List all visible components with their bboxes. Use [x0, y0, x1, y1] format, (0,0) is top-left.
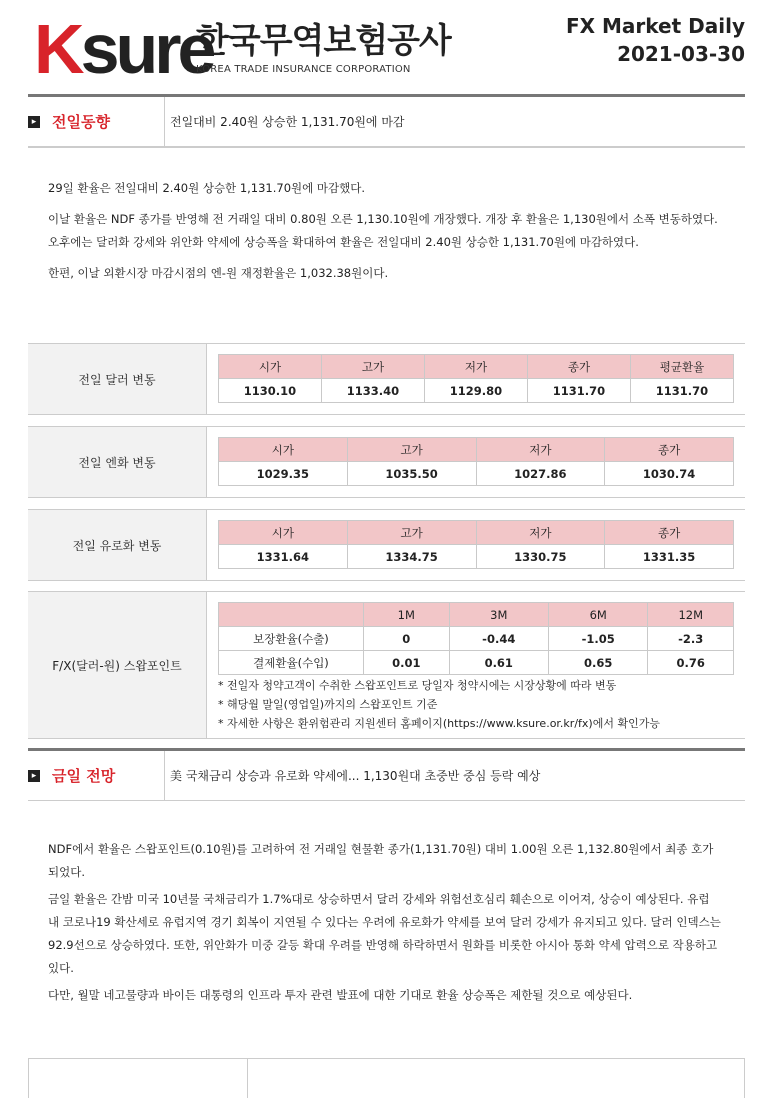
swap-value: 0.01	[364, 651, 450, 675]
usd-value: 1131.70	[528, 379, 631, 403]
arrow-box-icon: ▸	[28, 116, 40, 128]
swap-value: 0.76	[648, 651, 734, 675]
usd-value: 1131.70	[631, 379, 734, 403]
prev-day-paragraph: 이날 환율은 NDF 종가를 반영해 전 거래일 대비 0.80원 오른 1,130.10원에 개장했다. 개장 후 환율은 1,130원에서 소폭 변동하였다. 오후에는 달러화 강세와 위안화 약세에 상승폭을 확대하여 환율은 전일대비 2.40원 상승한 1,131.70원에 마감하였다.	[48, 212, 718, 249]
today-label	[28, 751, 165, 800]
swap-value: -0.44	[449, 627, 548, 651]
prev-day-summary: 전일대비 2.40원 상승한 1,131.70원에 마감	[170, 115, 405, 129]
today-summary: 美 국채금리 상승과 유로화 약세에... 1,130원대 초중반 중심 등락 예상	[170, 769, 541, 783]
today-paragraph: 다만, 월말 네고물량과 바이든 대통령의 인프라 투자 관련 발표에 대한 기대로 환율 상승폭은 제한될 것으로 예상된다.	[48, 988, 633, 1002]
logo-english-name: KOREA TRADE INSURANCE CORPORATION	[196, 64, 411, 75]
prev-day-label	[28, 97, 165, 146]
eur-table	[218, 520, 734, 569]
eur-label: 전일 유로화 변동	[72, 538, 162, 553]
usd-label: 전일 달러 변동	[78, 372, 156, 387]
eur-header: 저가	[476, 521, 605, 545]
jpy-value: 1029.35	[219, 462, 348, 486]
jpy-value: 1027.86	[476, 462, 605, 486]
prev-day-paragraph: 한편, 이날 외환시장 마감시점의 엔-원 재정환율은 1,032.38원이다.	[48, 266, 389, 280]
swap-notes	[218, 676, 660, 733]
swap-row-label: 보장환율(수출)	[219, 627, 364, 651]
today-paragraph: NDF에서 환율은 스왑포인트(0.10원)를 고려하여 전 거래일 현물환 종가(1,131.70원) 대비 1.00원 오른 1,132.80원에서 최종 호가 되었다.	[48, 842, 714, 879]
swap-value: -2.3	[648, 627, 734, 651]
usd-header: 시가	[219, 355, 322, 379]
usd-header: 종가	[528, 355, 631, 379]
eur-header: 고가	[347, 521, 476, 545]
swap-row-label: 결제환율(수입)	[219, 651, 364, 675]
swap-value: 0	[364, 627, 450, 651]
next-table-edge	[28, 1058, 745, 1098]
swap-value: 0.61	[449, 651, 548, 675]
usd-value: 1129.80	[425, 379, 528, 403]
jpy-label: 전일 엔화 변동	[78, 455, 156, 470]
swap-header: 12M	[648, 603, 734, 627]
usd-value: 1133.40	[322, 379, 425, 403]
usd-header: 평균환율	[631, 355, 734, 379]
today-section-bar	[28, 751, 745, 801]
jpy-header: 고가	[347, 438, 476, 462]
swap-note: * 전일자 청약고객이 수취한 스왑포인트로 당일자 청약시에는 시장상황에 따라 변동	[218, 679, 617, 692]
logo-k: K	[34, 10, 81, 88]
eur-value: 1331.35	[605, 545, 734, 569]
divider	[28, 147, 745, 148]
swap-header	[219, 603, 364, 627]
usd-header: 저가	[425, 355, 528, 379]
today-paragraph: 금일 환율은 간밤 미국 10년물 국채금리가 1.7%대로 상승하면서 달러 강세와 위험선호심리 훼손으로 이어져, 상승이 예상된다. 유럽 내 코로나19 확산세로 유럽지역 경기 회복이 지연될 수 있다는 우려에 유로화가 약세를 보여 달러 강세가 유지되고 있다. 달러 인덱스는 92.9선으로 상승하였다. 또한, 위안화가 미중 갈등 확대 우려를 반영해 하락하면서 원화를 비롯한 아시아 통화 약세 압력으로 작용하고 있다.	[48, 892, 721, 975]
usd-table	[218, 354, 734, 403]
eur-header: 종가	[605, 521, 734, 545]
swap-note: * 자세한 사항은 환위험관리 지원센터 홈페이지(https://www.ksure.or.kr/fx)에서 확인가능	[218, 717, 660, 730]
eur-value: 1331.64	[219, 545, 348, 569]
swap-table	[218, 602, 734, 675]
swap-header: 6M	[548, 603, 647, 627]
eur-value: 1330.75	[476, 545, 605, 569]
eur-header: 시가	[219, 521, 348, 545]
eur-value: 1334.75	[347, 545, 476, 569]
swap-note: * 해당월 말일(영업일)까지의 스왑포인트 기준	[218, 698, 438, 711]
prev-day-section-bar	[28, 97, 745, 147]
report-title-block	[566, 12, 745, 68]
swap-header: 1M	[364, 603, 450, 627]
swap-header: 3M	[449, 603, 548, 627]
today-title: 금일 전망	[52, 767, 116, 785]
swap-value: -1.05	[548, 627, 647, 651]
prev-day-paragraph: 29일 환율은 전일대비 2.40원 상승한 1,131.70원에 마감했다.	[48, 181, 365, 195]
jpy-header: 저가	[476, 438, 605, 462]
usd-value: 1130.10	[219, 379, 322, 403]
logo-korean-name: 한국무역보험공사	[196, 21, 451, 61]
jpy-value: 1030.74	[605, 462, 734, 486]
jpy-table	[218, 437, 734, 486]
page-header	[0, 0, 773, 95]
usd-header: 고가	[322, 355, 425, 379]
ksure-logo	[34, 10, 451, 88]
swap-label: F/X(달러-원) 스왑포인트	[52, 658, 182, 673]
jpy-header: 종가	[605, 438, 734, 462]
jpy-value: 1035.50	[347, 462, 476, 486]
report-title: FX Market Daily	[565, 14, 745, 38]
jpy-header: 시가	[219, 438, 348, 462]
arrow-box-icon: ▸	[28, 770, 40, 782]
prev-day-title: 전일동향	[52, 113, 110, 131]
swap-value: 0.65	[548, 651, 647, 675]
logo-sure: sure	[80, 10, 213, 88]
divider	[247, 1059, 248, 1098]
report-date: 2021-03-30	[617, 42, 745, 66]
